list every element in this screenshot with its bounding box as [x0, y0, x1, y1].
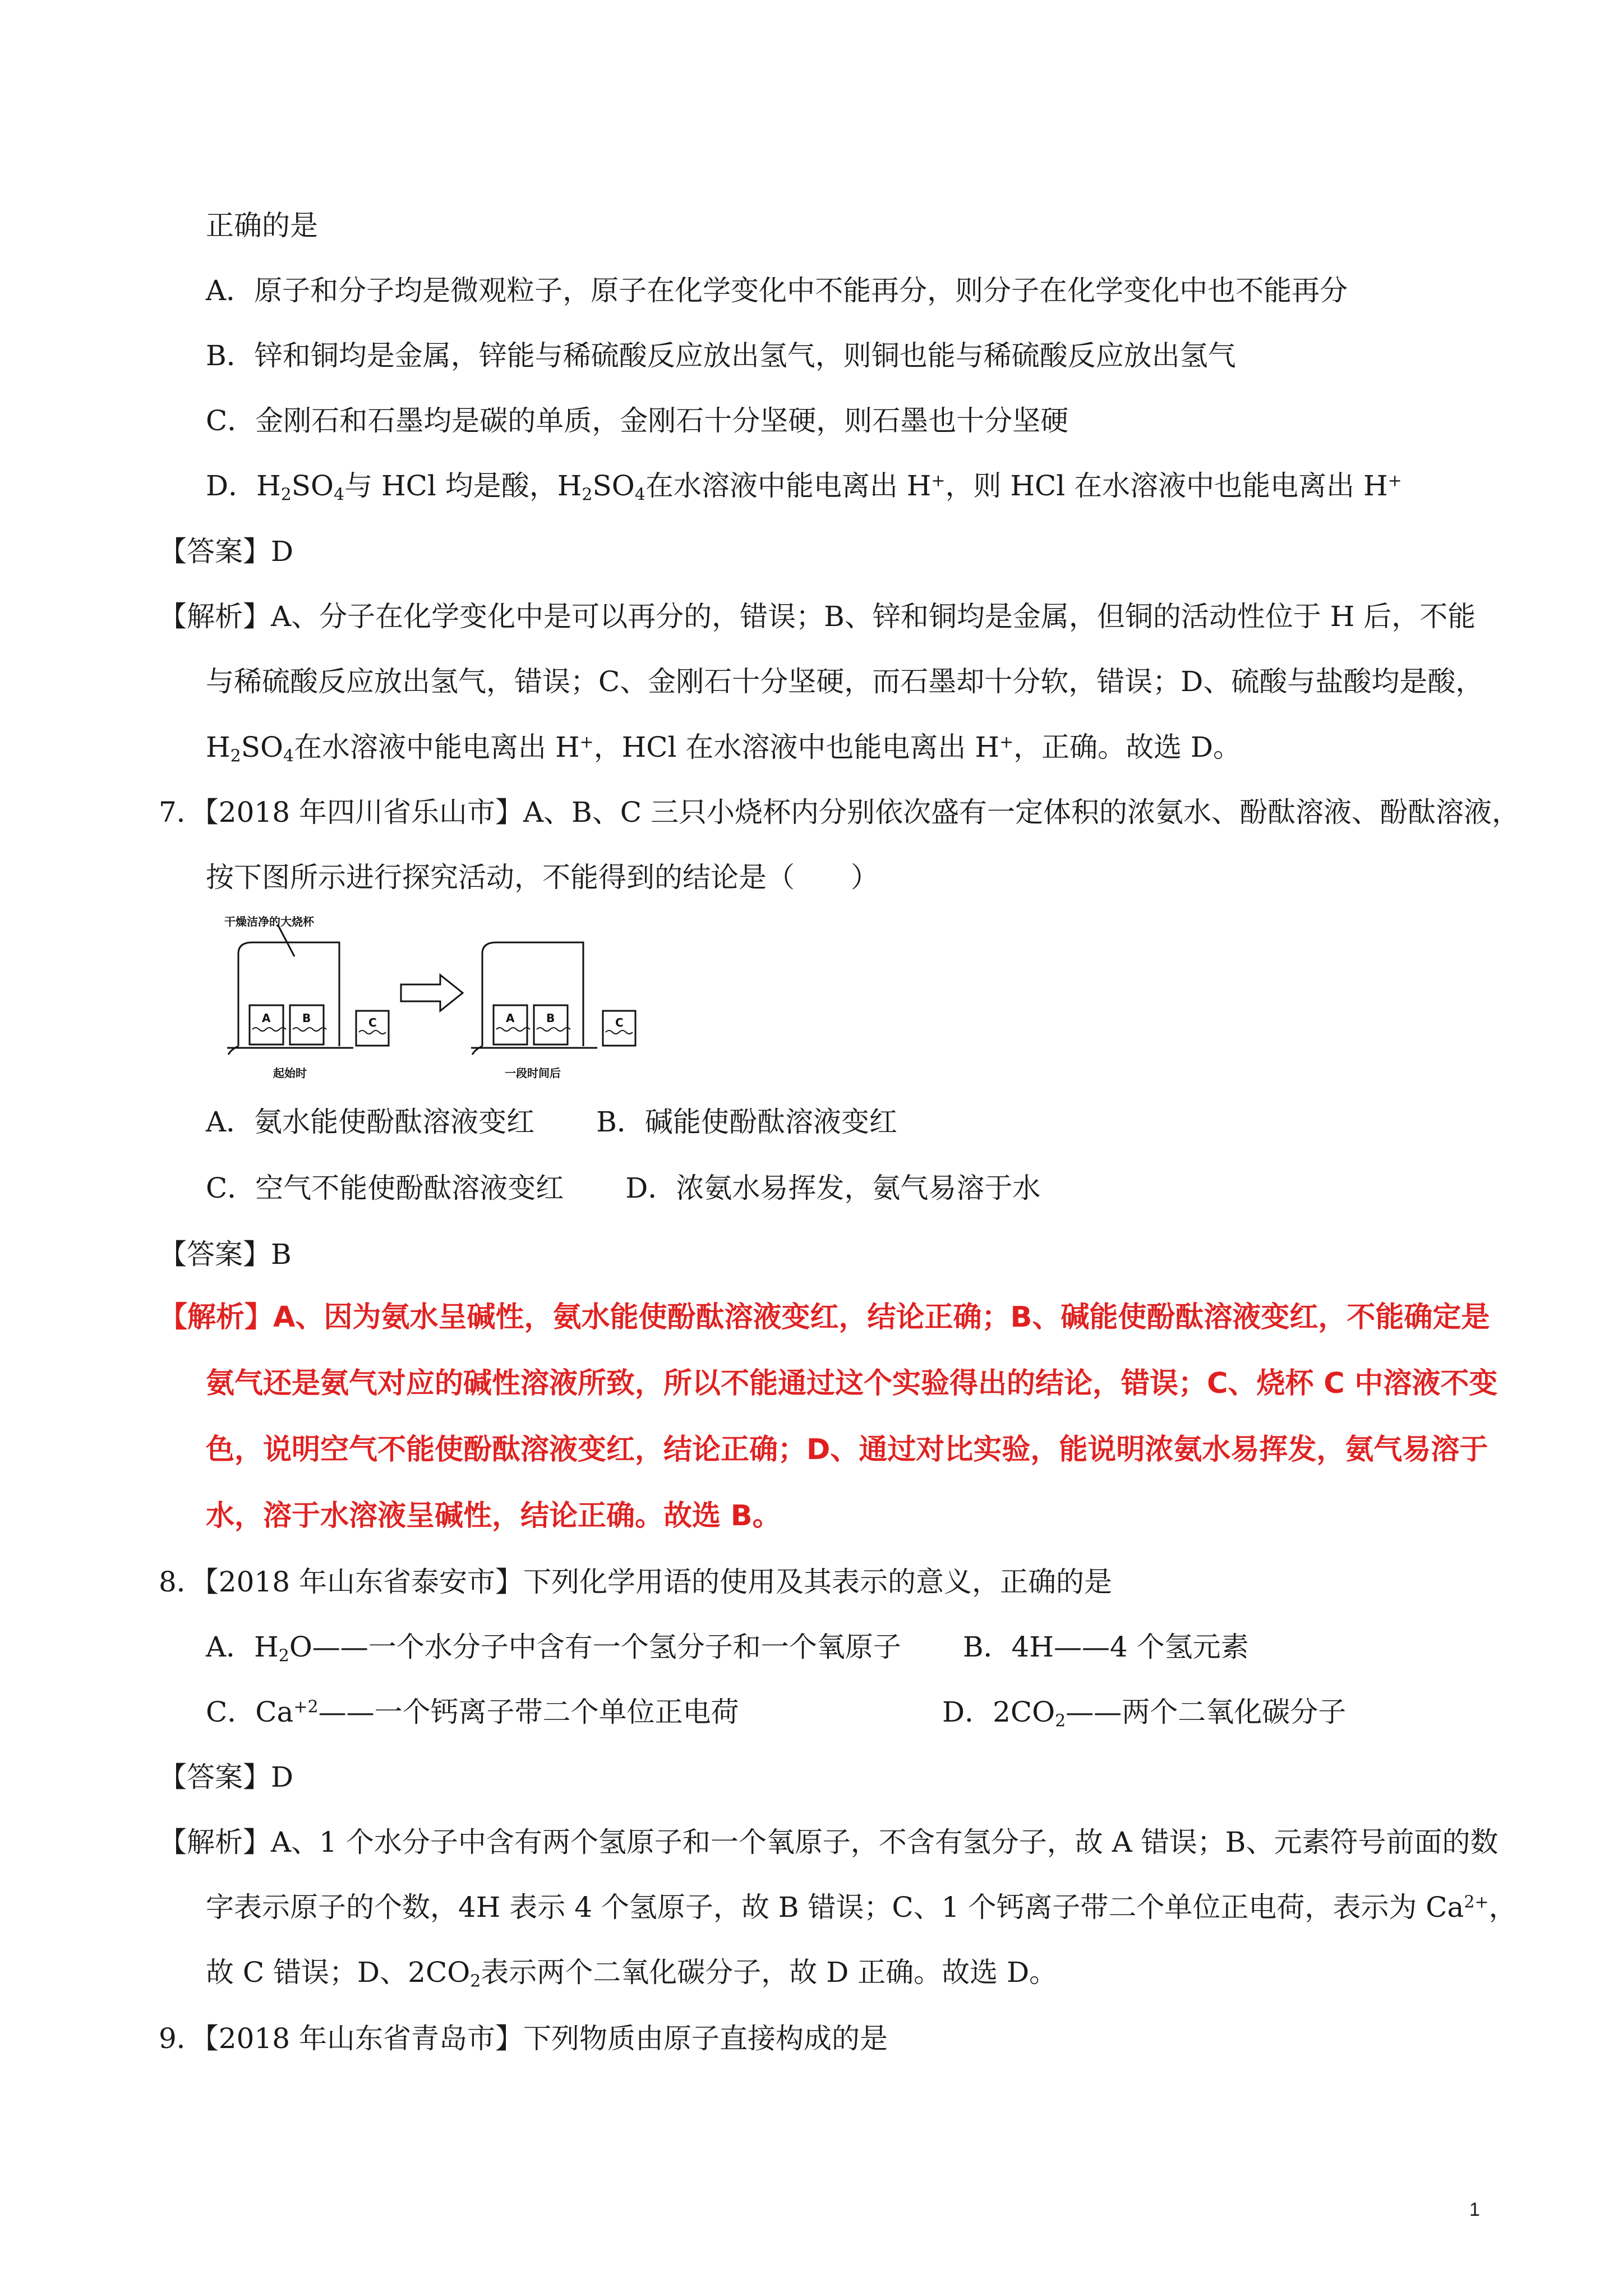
label-pointer [278, 924, 294, 956]
q8-analysis-line-2: 字表示原子的个数，4H 表示 4 个氢原子，故 B 错误；C、1 个钙离子带二个单位正电荷，表示为 $Ca^{2+}$， [206, 1891, 1517, 1924]
beaker-b-label-later: B [546, 1011, 555, 1025]
q6-option-a: A．原子和分子均是微观粒子，原子在化学变化中不能再分，则分子在化学变化中也不能再分 [206, 274, 1348, 307]
q8-analysis-line-1: 【解析】A、1 个水分子中含有两个氢原子和一个氧原子，不含有氢分子，故 A 错误；B、元素符号前面的数 [159, 1826, 1498, 1858]
q7-options-row-2 [206, 1171, 1040, 1205]
q8-option-d: D．$2CO_2——$两个二氧化碳分子 [942, 1696, 1347, 1731]
later-caption: 一段时间后 [505, 1066, 561, 1080]
q8-option-a: A．$H_2O——$一个水分子中含有一个氢分子和一个氧原子 [206, 1631, 901, 1666]
beaker-b-label-start: B [302, 1011, 311, 1025]
q7-analysis-line-1: 【解析】A、因为氨水呈碱性，氨水能使酚酞溶液变红，结论正确；B、碱能使酚酞溶液变红，不能确定是 [159, 1301, 1490, 1334]
q7-stem-line-2: 按下图所示进行探究活动，不能得到的结论是（ ） [206, 861, 879, 894]
q6-answer: 【答案】D [159, 535, 294, 568]
beaker-a-label-start: A [262, 1011, 271, 1025]
q7-option-d: D．浓氨水易挥发，氨气易溶于水 [625, 1172, 1041, 1204]
q7-analysis-line-3: 色，说明空气不能使酚酞溶液变红，结论正确；D、通过对比实验，能说明浓氨水易挥发，氨气易溶于 [206, 1433, 1488, 1466]
q9-stem: 9．【2018 年山东省青岛市】下列物质由原子直接构成的是 [159, 2022, 888, 2055]
q7-stem-line-1: 7．【2018 年四川省乐山市】A、B、C 三只小烧杯内分别依次盛有一定体积的浓氨水、酚酞溶液、酚酞溶液， [159, 796, 1520, 829]
arrow-icon [401, 975, 463, 1011]
q7-analysis-line-4: 水，溶于水溶液呈碱性，结论正确。故选 B。 [206, 1499, 781, 1533]
start-caption: 起始时 [273, 1066, 307, 1080]
q8-analysis-line-3: 故 C 错误；D、$2CO_2$表示两个二氧化碳分子，故 D 正确。故选 D。 [206, 1956, 1058, 1991]
q7-option-c: C．空气不能使酚酞溶液变红 [206, 1172, 564, 1204]
q6-analysis-line-2: 与稀硫酸反应放出氢气，错误；C、金刚石十分坚硬，而石墨却十分软，错误；D、硫酸与盐酸均是酸， [206, 665, 1484, 698]
q6-stem-tail: 正确的是 [206, 209, 318, 242]
q6-analysis-line-3: $H_2SO_4$在水溶液中能电离出 H+，HCl 在水溶液中也能电离出 H+，正确。故选 D。 [206, 731, 1242, 766]
q7-option-b: B．碱能使酚酞溶液变红 [596, 1106, 897, 1138]
beaker-a-label-later: A [506, 1011, 515, 1025]
q6-option-d: D．$H_2SO_4$与 HCl 均是酸，$H_2SO_4$在水溶液中能电离出 H+，则 HCl 在水溶液中也能电离出 H+ [206, 470, 1402, 505]
q6-analysis-line-1: 【解析】A、分子在化学变化中是可以再分的，错误；B、锌和铜均是金属，但铜的活动性位于 H 后，不能 [159, 600, 1476, 633]
beaker-c-label-later: C [615, 1016, 624, 1029]
beaker-c-label-start: C [368, 1016, 377, 1029]
q6-option-c: C．金刚石和石墨均是碳的单质，金刚石十分坚硬，则石墨也十分坚硬 [206, 404, 1069, 437]
page-number: 1 [1469, 2199, 1480, 2220]
q7-experiment-figure [222, 914, 726, 1088]
q8-option-c: C．$Ca^{+2}——$一个钙离子带二个单位正电荷 [206, 1696, 739, 1728]
q8-options-row-1 [206, 1630, 1249, 1664]
q7-option-a: A．氨水能使酚酞溶液变红 [206, 1106, 535, 1138]
q6-option-b: B．锌和铜均是金属，锌能与稀硫酸反应放出氢气，则铜也能与稀硫酸反应放出氢气 [206, 339, 1236, 372]
q7-options-row-1 [206, 1105, 897, 1139]
big-beaker-label: 干燥洁净的大烧杯 [224, 915, 314, 928]
q7-answer: 【答案】B [159, 1238, 292, 1271]
q7-analysis-line-2: 氨气还是氨气对应的碱性溶液所致，所以不能通过这个实验得出的结论，错误；C、烧杯 C 中溶液不变 [206, 1367, 1498, 1400]
q8-answer: 【答案】D [159, 1761, 294, 1793]
q8-stem: 8．【2018 年山东省泰安市】下列化学用语的使用及其表示的意义，正确的是 [159, 1566, 1112, 1598]
q8-option-b: B．4H——4 个氢元素 [962, 1631, 1249, 1663]
